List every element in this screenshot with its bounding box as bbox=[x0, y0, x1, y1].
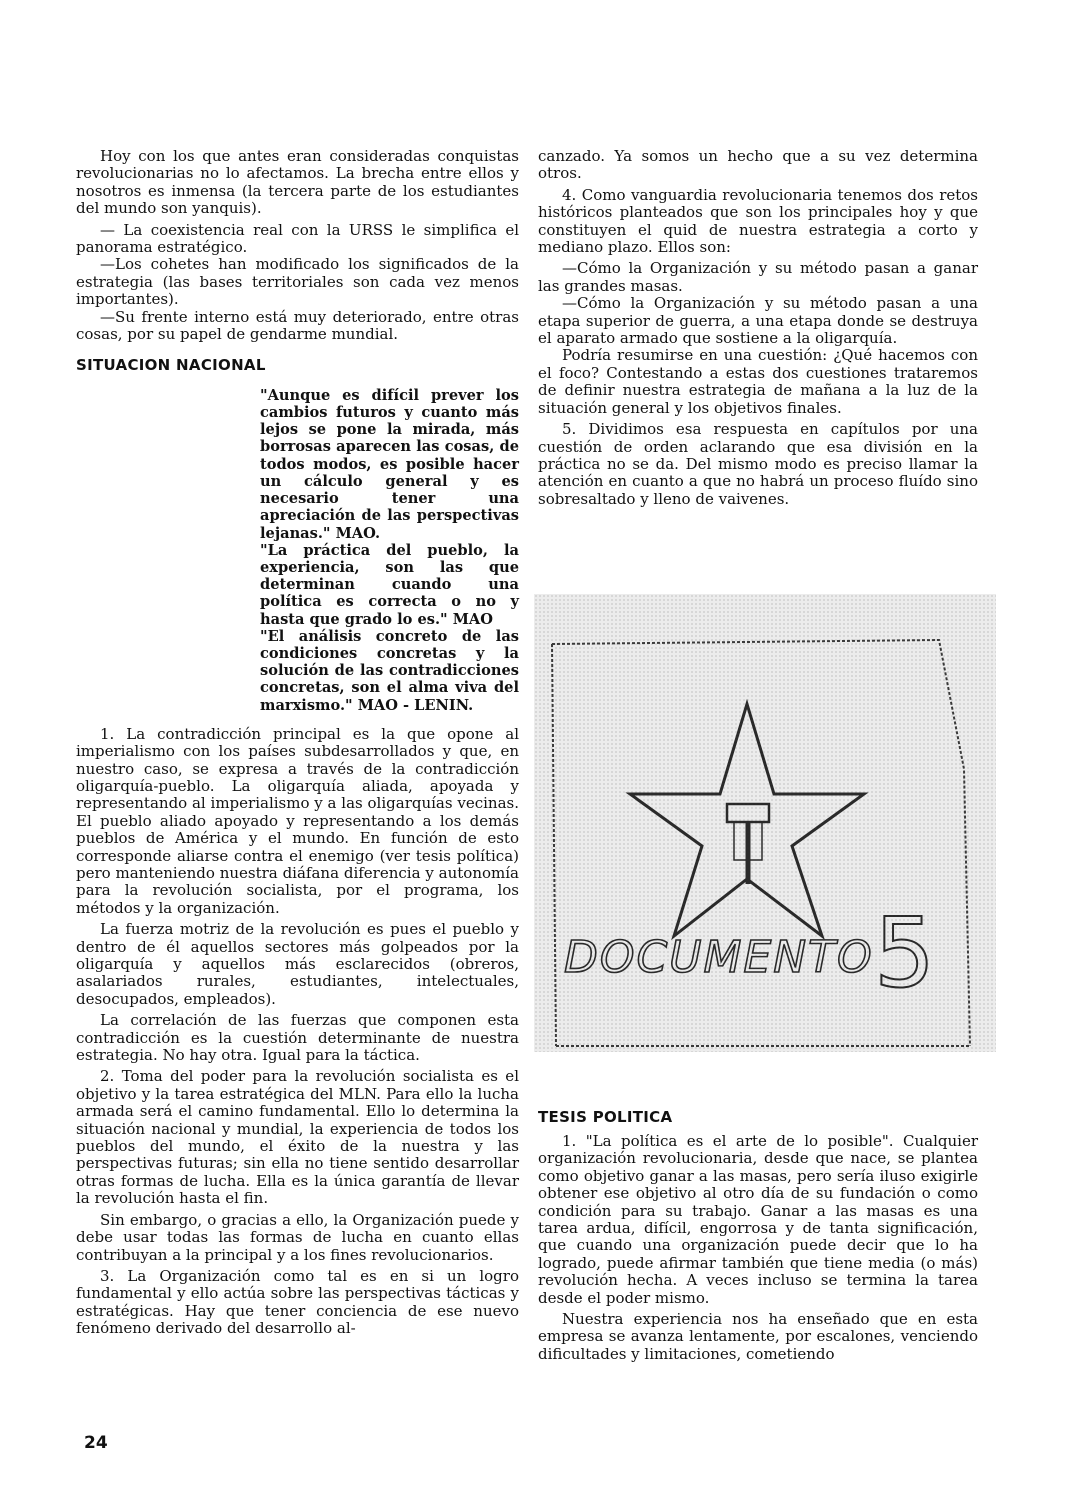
body-paragraph: Nuestra experiencia nos ha enseñado que en esta empresa se avanza lentamente, por escalones, venciendo dificultades y limitaciones, cometiendo bbox=[538, 1310, 978, 1363]
page-number: 24 bbox=[84, 1433, 108, 1453]
intro-paragraph: —Su frente interno está muy deteriorado, entre otras cosas, por su papel de gendarme mundial. bbox=[76, 307, 519, 344]
body-paragraph: canzado. Ya somos un hecho que a su vez determina otros. bbox=[538, 147, 978, 183]
intro-paragraph: —Los cohetes han modificado los significados de la estrategia (las bases territoriales son cada vez menos importantes). bbox=[76, 255, 519, 309]
body-paragraph: 1. La contradicción principal es la que opone al imperialismo con los países subdesarrollados y que, en nuestro caso, se expresa a través de la contradicción oligarquía-pueblo. La oligarquía aliada, apoyada y representando al imperialismo y a las oligarquías vecinas. El pueblo aliado apoyado y representando a los demás pueblos de América y el mundo. En función de esto corresponde aliarse contra el enemigo (ver tesis política) pero manteniendo nuestra diáfana diferencia y autonomía para la revolución socialista, por el programa, los métodos y la organización. bbox=[76, 724, 519, 917]
body-paragraph: Podría resumirse en una cuestión: ¿Qué hacemos con el foco? Contestando a estas dos cuestiones trataremos de definir nuestra estrategia de mañana a la luz de la situación general y los objetivos finales. bbox=[538, 346, 978, 417]
body-paragraph: La fuerza motriz de la revolución es pues el pueblo y dentro de él aquellos sectores más golpeados por la oligarquía y aquellos más esclarecidos (obreros, asalariados rurales, estudiantes, intelectuales, desocupados, empleados). bbox=[76, 920, 519, 1008]
epigraph-quote: "El análisis concreto de las condiciones concretas y la solución de las contradicciones concretas, son el alma viva del marxismo." MAO - LENIN. bbox=[260, 627, 519, 714]
right-column bbox=[538, 148, 978, 512]
epigraph-quote: "Aunque es difícil prever los cambios futuros y cuanto más lejos se pone la mirada, más borrosas aparecen las cosas, de todos modos, es posible hacer un cálculo general y es necesario tener una apreciación de las perspectivas lejanas." MAO. bbox=[260, 386, 519, 542]
intro-paragraph: Hoy con los que antes eran consideradas conquistas revolucionarias no lo afectamos. La brecha entre ellos y nosotros es inmensa (la tercera parte de los estudiantes del mundo son yanquis). bbox=[76, 147, 519, 218]
tesis-politica-body bbox=[538, 1133, 978, 1367]
body-paragraph: 4. Como vanguardia revolucionaria tenemos dos retos históricos planteados que son los principales hoy y que constituyen el quid de nuestra estrategia a corto y mediano plazo. Ellos son: bbox=[538, 185, 978, 257]
epigraph-quotes bbox=[260, 387, 519, 714]
body-paragraph: —Cómo la Organización y su método pasan a una etapa superior de guerra, a una etapa donde se destruya el aparato armado que sostiene a la oligarquía. bbox=[538, 294, 978, 348]
documento-5-illustration bbox=[534, 594, 996, 1052]
body-paragraph: 5. Dividimos esa respuesta en capítulos por una cuestión de orden aclarando que esa división en la práctica no se da. Del mismo modo es preciso llamar la atención en cuanto a que no habrá un proceso fluído sino sobresaltado y lleno de vaivenes. bbox=[538, 420, 978, 508]
caption-word: DOCUMENTO bbox=[564, 932, 874, 983]
body-paragraph: 1. "La política es el arte de lo posible". Cualquier organización revolucionaria, desde que nace, se plantea como objetivo ganar a las masas, pero sería iluso exigirle obtener ese objetivo al otro día de su fundación o como condición para su trabajo. Ganar a las masas es una tarea ardua, difícil, engorrosa y de tanta significación, que cuando una organización puede decir que lo ha logrado, puede afirmar también que tiene media (o más) revolución hecha. A veces incluso se termina la tarea desde el poder mismo. bbox=[538, 1132, 978, 1307]
body-paragraph: 2. Toma del poder para la revolución socialista es el objetivo y la tarea estratégica del MLN. Para ello la lucha armada será el camino fundamental. Ello lo determina la situación nacional y mundial, la experiencia de todos los pueblos del mundo, el éxito de la nuestra y las perspectivas futuras; sin ella no tiene sentido desarrollar otras formas de lucha. Ella es la única garantía de llevar la revolución hasta el fin. bbox=[76, 1067, 519, 1208]
body-paragraph: 3. La Organización como tal es en si un logro fundamental y ello actúa sobre las perspectivas tácticas y estratégicas. Hay que tener conciencia de ese nuevo fenómeno derivado del desarrollo al- bbox=[76, 1266, 519, 1338]
section-heading-situacion-nacional: SITUACION NACIONAL bbox=[76, 356, 266, 375]
body-paragraph: —Cómo la Organización y su método pasan a ganar las grandes masas. bbox=[538, 259, 978, 295]
epigraph-quote: "La práctica del pueblo, la experiencia, son las que determinan cuando una política es correcta o no y hasta que grado lo es." MAO bbox=[260, 541, 519, 628]
section-heading-tesis-politica: TESIS POLITICA bbox=[538, 1108, 673, 1126]
intro-paragraph: — La coexistencia real con la URSS le simplifica el panorama estratégico. bbox=[76, 220, 519, 257]
body-paragraph: Sin embargo, o gracias a ello, la Organización puede y debe usar todas las formas de lucha en cuanto ellas contribuyan a la principal y a los fines revolucionarios. bbox=[76, 1210, 519, 1264]
body-paragraph: La correlación de las fuerzas que componen esta contradicción es la cuestión determinante de nuestra estrategia. No hay otra. Igual para la táctica. bbox=[76, 1011, 519, 1065]
illustration-svg bbox=[534, 594, 996, 1052]
left-column bbox=[76, 148, 519, 1342]
caption-number: 5 bbox=[874, 897, 936, 1009]
